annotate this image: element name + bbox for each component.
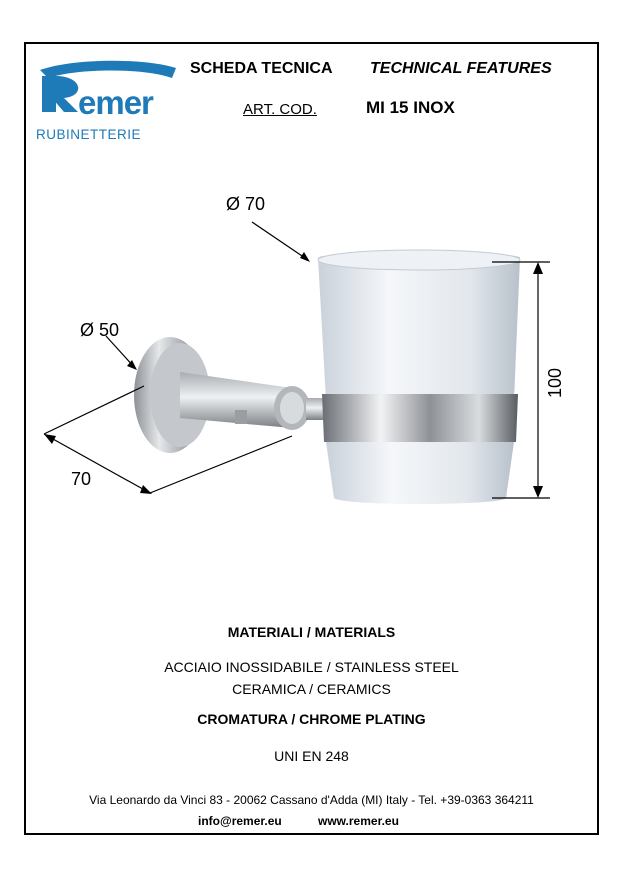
material-steel: ACCIAIO INOSSIDABILE / STAINLESS STEEL xyxy=(164,659,459,675)
footer-email[interactable]: info@remer.eu xyxy=(198,814,282,828)
logo-word-emer: emer xyxy=(78,84,153,121)
title-english: TECHNICAL FEATURES xyxy=(370,60,552,77)
dim-height: 100 xyxy=(545,367,565,398)
dim-base-diameter: Ø 50 xyxy=(80,320,120,340)
art-code-value: MI 15 INOX xyxy=(366,98,455,117)
title-italian: SCHEDA TECNICA xyxy=(190,60,333,77)
materials-heading: MATERIALI / MATERIALS xyxy=(227,624,396,640)
dim-cup-diameter: Ø 70 xyxy=(226,194,266,214)
standard-label: UNI EN 248 xyxy=(274,748,349,764)
art-code-label: ART. COD. xyxy=(243,101,317,118)
product-drawing xyxy=(30,180,590,520)
steel-ring xyxy=(322,394,518,442)
ceramic-cup xyxy=(318,252,520,400)
material-ceramic: CERAMICA / CERAMICS xyxy=(232,681,391,697)
footer-address: Via Leonardo da Vinci 83 - 20062 Cassano d'Adda (MI) Italy - Tel. +39-0363 364211 xyxy=(89,793,534,807)
finish-heading: CROMATURA / CHROME PLATING xyxy=(197,711,426,727)
logo-subtitle: RUBINETTERIE xyxy=(36,127,142,142)
footer-website[interactable]: www.remer.eu xyxy=(318,814,399,828)
dim-depth: 70 xyxy=(71,469,92,489)
